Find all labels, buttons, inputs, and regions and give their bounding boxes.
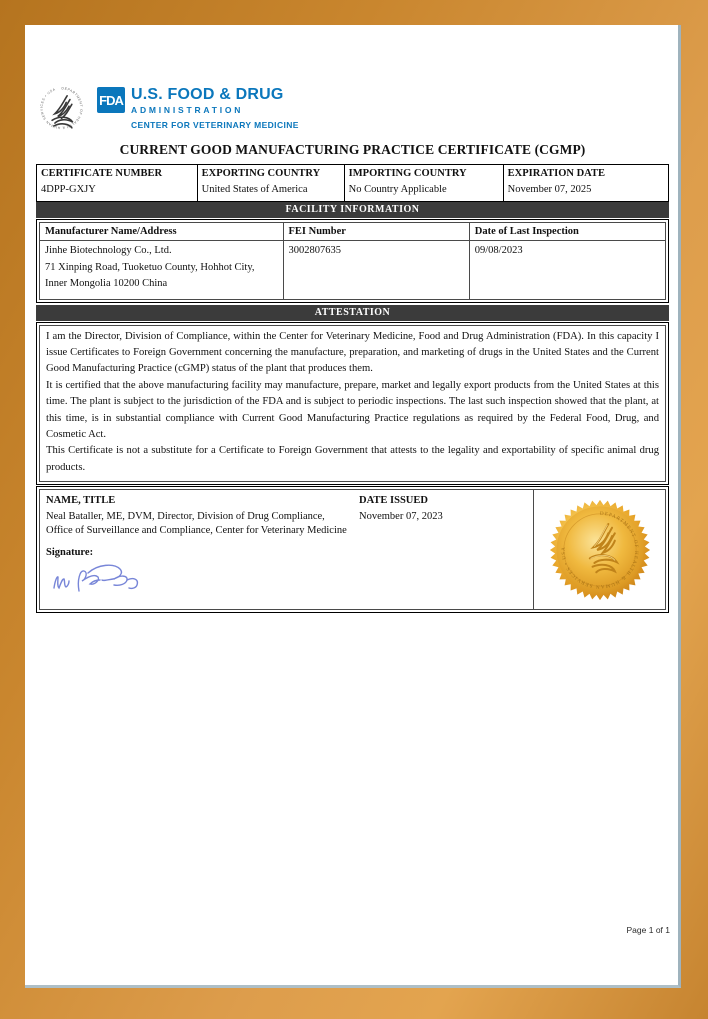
fda-logo-block [97,87,299,130]
fda-logo-icon [97,87,125,113]
signature-table [39,489,666,610]
name-title-label: NAME, TITLE [46,495,116,507]
hhs-gold-seal-icon [549,496,651,604]
name-title-block [46,494,353,538]
certificate-content [25,25,678,613]
exporting-country-label: EXPORTING COUNTRY [201,168,321,179]
importing-country-label: IMPORTING COUNTRY [348,168,467,179]
fda-brand-line2: ADMINISTRATION [131,105,244,115]
expiration-date-cell [503,165,668,201]
importing-country-cell [344,165,503,201]
exporting-country-value: United States of America [201,184,308,195]
expiration-date-value: November 07, 2025 [507,184,592,195]
facility-table [39,222,666,300]
facility-table-frame [36,219,669,303]
attestation-paragraph-1: I am the Director, Division of Compliance, within the Center for Veterinary Medicine, Food and Drug Administration (FDA). In this capacity I issue Certificates to Foreign Government concerning the manufacture, preparation, and marketing of drugs in the United States and the Current Good Manufacturing Practice (cGMP) status of the plant that produces them. [46,330,659,375]
attestation-frame [36,322,669,486]
exporting-country-cell [197,165,344,201]
hhs-arc-text: DEPARTMENT OF HEALTH & HUMAN SERVICES • USA [39,86,84,130]
expiration-date-label: EXPIRATION DATE [507,168,605,179]
certificate-number-value: 4DPP-GXJY [41,184,96,195]
hhs-eagle-icon [38,84,85,134]
certificate-number-cell [37,165,197,201]
date-issued-value: November 07, 2023 [359,511,443,523]
page-number: Page 1 of 1 [626,925,670,935]
signature-label: Signature: [46,547,94,559]
manufacturer-column-header: Manufacturer Name/Address [40,223,283,241]
fei-number-cell: 3002807635 [283,241,469,299]
attestation-paragraph-2: It is certified that the above manufacturing facility may manufacture, prepare, market and legally export products from the United States at this time. The plant is subject to the jurisdiction of the FDA and is subject to periodic inspections. The last such inspection showed that the plant, at this time, is in substantial compliance with Current Good Manufacturing Practice regulations as required by the Federal Food, Drug, and Cosmetic Act. [46,379,659,440]
fei-number-column-header: FEI Number [283,223,469,241]
attestation-paragraph-3: This Certificate is not a substitute for a Certificate to Foreign Government that attests to the legality and exportability of specific animal drug products. [46,445,659,473]
signature-frame [36,486,669,613]
header-logo-row [36,83,669,134]
importing-country-value: No Country Applicable [348,184,447,195]
fda-brand-line1: U.S. FOOD & DRUG [131,86,284,103]
signature-image [48,560,173,600]
attestation-text-box [39,325,666,483]
last-inspection-column-header: Date of Last Inspection [469,223,665,241]
seal-arc-text: DEPARTMENT OF HEALTH & HUMAN SERVICES • USA [561,511,638,588]
signature-left-cell [40,490,533,609]
certificate-page [25,25,681,988]
date-issued-label: DATE ISSUED [359,495,428,507]
certificate-number-label: CERTIFICATE NUMBER [41,168,163,179]
attestation-band: ATTESTATION [36,305,669,321]
seal-cell [533,490,665,609]
facility-information-band: FACILITY INFORMATION [36,202,669,218]
fda-acronym: FDA [99,92,123,108]
manufacturer-address: 71 Xinping Road, Tuoketuo County, Hohhot City, Inner Mongolia 10200 China [45,261,255,289]
manufacturer-name-address-cell [40,241,283,299]
certificate-summary-table [36,164,669,202]
name-title-value: Neal Bataller, ME, DVM, Director, Division of Drug Compliance, Office of Surveillance and Compliance, Center for Veterinary Medicine [46,511,347,537]
date-issued-block [359,494,527,538]
manufacturer-name: Jinhe Biotechnology Co., Ltd. [45,245,172,256]
center-for-veterinary-medicine-label: CENTER FOR VETERINARY MEDICINE [131,120,299,130]
document-title: CURRENT GOOD MANUFACTURING PRACTICE CERTIFICATE (CGMP) [119,142,586,157]
last-inspection-cell: 09/08/2023 [469,241,665,299]
